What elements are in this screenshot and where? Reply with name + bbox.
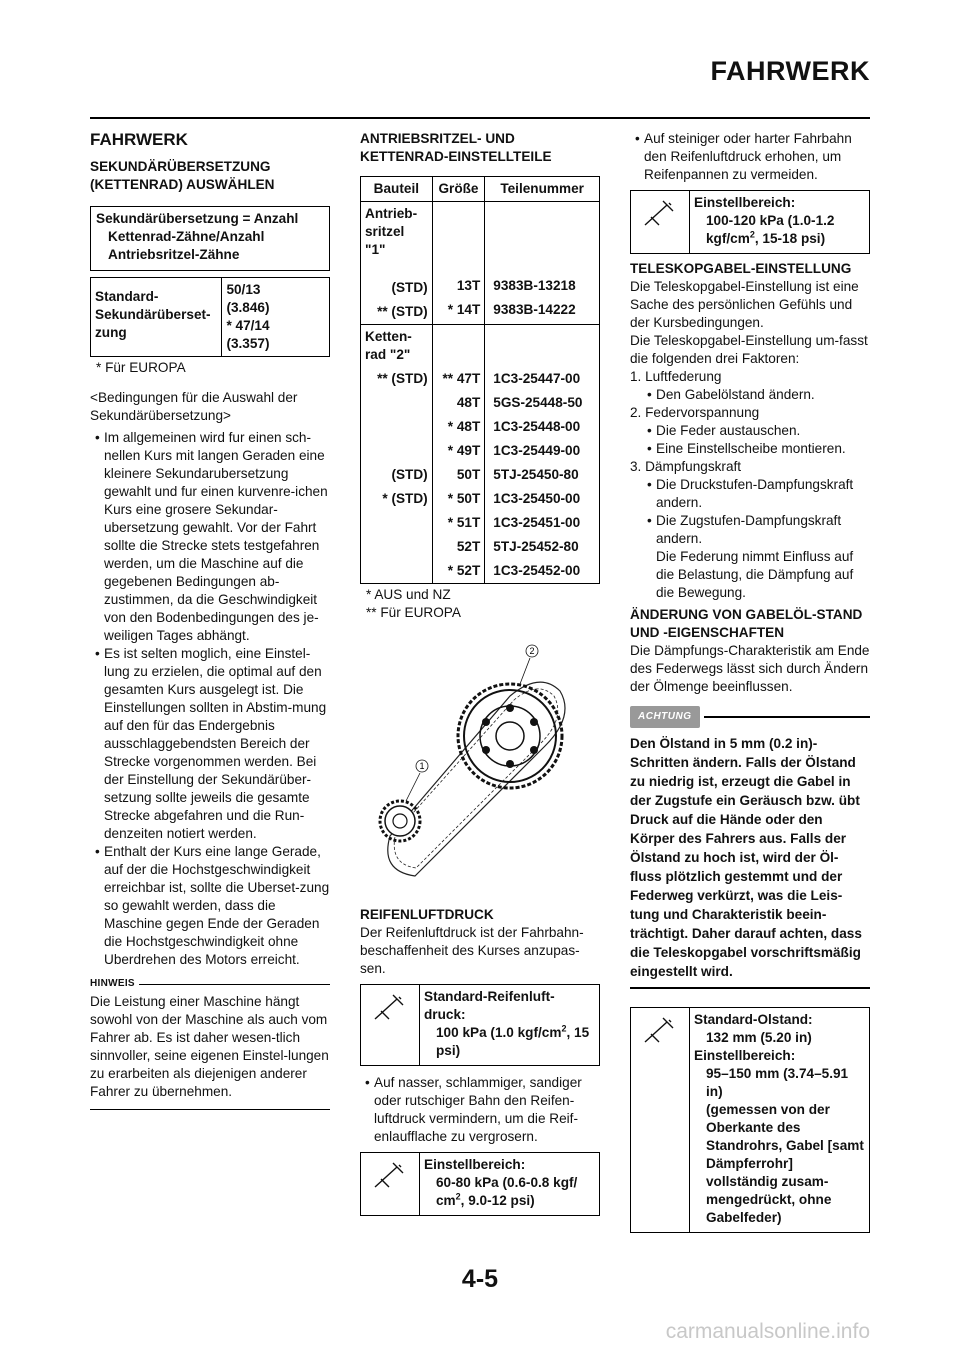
condition-bullet-2: • Es ist selten moglich, eine Einstel-lung zu erzielen, die optimal auf den gesamten Kurs ausgelegt ist. Die Einstellungen sollten in Abstim-mung auf den für das Endergebnis ausschlaggebendsten Bereich der Strecke vorgenommen werden. Bei der Einstellung der Sekundärüber-setzung sollte jeweils die gesamte Strecke abgefahren und die Run-denzeiten notiert werden. [90,645,330,843]
table-cell: ** 47T [442,371,481,386]
fork-item-2-sub-2: • Eine Einstellscheibe montieren. [646,440,870,458]
spec-label: Einstellbereich: [694,1048,796,1063]
callout-2-leader [520,658,530,684]
chainwheel-label: Ketten-rad "2" [365,329,412,362]
fork-item-3-list [630,476,870,548]
sprocket-chain-drawing [360,636,600,906]
column-1 [90,130,330,1110]
wet-bullet: • Auf nasser, schlammiger, sandiger oder rutschiger Bahn den Reifen-luftdruck vermindern, um die Reif-enlaufflache zu vergrosern. [360,1074,600,1146]
spec-value-main: 100-120 kPa (1.0-1.2 kgf/cm [706,213,835,246]
spec-text [420,1153,599,1215]
table-cell: ** (STD) [377,371,428,386]
hinweis-end-rule [90,1109,330,1110]
table-cell: 9383B-13218 [493,278,576,293]
table-cell: * 14T [447,302,481,317]
formula-box [90,206,330,271]
parts-table-header [361,177,600,202]
oil-title: ÄNDERUNG VON GABELÖL-STAND UND -EIGENSCHAFTEN [630,607,863,640]
chain-links [394,689,558,868]
std-value-2: (3.846) [226,300,270,315]
hinweis-heading [90,975,330,993]
spec-value-main: 100 kPa (1.0 kgf/cm [436,1025,562,1040]
std-value-3: * 47/14 [226,318,270,333]
conditions-intro: <Bedingungen für die Auswahl der Sekundärübersetzung> [90,390,298,423]
table-cell [361,202,433,325]
section-title: FAHRWERK [90,130,188,149]
hinweis-text: Die Leistung einer Maschine hängt sowohl von der Maschine als auch vom Fahrer ab. Es ist daher wesen-tlich sinnvoller, seine eigenen Einstel-lungen zu erarbeiten als diejenigen anderer Fahrer zu übernehmen. [90,994,329,1099]
formula-line3: Antriebsritzel-Zähne [108,247,240,262]
condition-bullet-3: • Enthalt der Kurs eine lange Gerade, auf der die Hochstgeschwindigkeit erreichbar ist, sollte die Uberset-zung so gewahlt werden, dass die Maschine gegen Ende der Geraden die Hochstgeschwindigkeit ohne Uberdrehen des Motors erreicht. [90,843,330,969]
table-cell: (STD) [391,467,428,482]
page-number: 4-5 [461,1265,499,1293]
wrench-icon [631,1008,690,1232]
table-cell: (STD) [391,280,428,295]
std-note: * Für EUROPA [96,360,186,375]
hard-list [630,130,870,184]
formula-line2: Kettenrad-Zähne/Anzahl [108,229,265,244]
table-cell [432,202,485,325]
table-cell: 1C3-25452-00 [493,563,581,578]
fork-item-3-sub-1: • Die Druckstufen-Dampfungskraft andern. [646,476,870,512]
std-ratio-value [222,278,330,357]
table-cell [485,202,600,325]
header-bauteil: Bauteil [361,177,433,202]
parts-table [360,176,600,584]
table-cell [365,418,428,436]
page-header-title: FAHRWERK [710,56,870,86]
sprocket-label: Antrieb-sritzel "1" [365,206,418,257]
table-cell: 48T [456,395,481,410]
table-cell: ** (STD) [377,304,428,319]
table-cell [365,538,428,556]
chainwheel-sprocket [458,684,562,788]
spec-value-sup: 2 [561,1023,567,1034]
spec-box-wet-range [360,1152,600,1216]
achtung-rule [704,716,871,718]
std-ratio-table [90,277,330,357]
spec-label: Einstellbereich: [694,195,796,210]
achtung-text: Den Ölstand in 5 mm (0.2 in)-Schritten ändern. Falls der Ölstand zu niedrig ist, erzeugt die Gabel in der Zugstufe ein Geräusch bzw. übt Druck auf die Hände oder den Körper des Fahrers aus. Falls der Ölstand zu hoch ist, wird der Öl-fluss plötzlich gestemmt und der Federweg verkürzt, was die Leis-tung und Charakteristik beein-trächtigt. Daher darauf achten, dass die Teleskopgabel vorschriftsmäßig eingestellt wird. [630,736,862,979]
spec-text [420,985,599,1065]
spec-value [424,1024,595,1060]
table-cell: 5TJ-25452-80 [493,539,579,554]
table-cell: 1C3-25449-00 [493,443,581,458]
column-3 [630,130,870,1233]
tire-title: REIFENLUFTDRUCK [360,907,494,922]
spec-value-end: , 15-18 psi) [754,231,826,246]
spec-box-std-pressure [360,984,600,1066]
spec-value: (gemessen von der Oberkante des Standrohrs, Gabel [samt Dämpferrohr] vollständig zusam-mengedrückt, ohne Gabelfeder) [706,1102,864,1225]
header-rule [90,117,870,119]
spec-value [424,1174,595,1210]
spec-text [690,191,869,253]
hinweis-rule [139,984,330,985]
achtung-heading [630,706,870,728]
tire-text: Der Reifenluftdruck ist der Fahrbahn-beschaffenheit des Kurses anzupas-sen. [360,925,584,976]
fork-item-3-sub-2: • Die Zugstufen-Dampfungskraft andern. [646,512,870,548]
table-cell: * (STD) [382,491,428,506]
condition-bullet-1: • Im allgemeinen wird fur einen sch-nellen Kurs mit langen Geraden eine kleinere Sekundarubersetzung gewahlt und fur einen kurvenre-ichen Kurs eine grosere Sekundar-ubersetzung gewahlt. Vor der Fahrt sollte die Strecke stets testgefahren werden, um die Maschine auf die gegebenen Bedingungen ab-zustimmen, da die Geschwindigkeit von den Bodenbedingungen des je-weiligen Tages abhängt. [90,429,330,645]
spec-label: Einstellbereich: [424,1157,526,1172]
parts-note-2: ** Für EUROPA [366,605,461,620]
spec-value-sup: 2 [455,1191,461,1202]
conditions-list [90,429,330,969]
spec-box-hard-range [630,190,870,254]
table-cell [365,394,428,412]
spec-value-sup: 2 [749,229,755,240]
table-cell: 1C3-25450-00 [493,491,581,506]
table-cell [365,442,428,460]
callout-2-label: 2 [529,646,535,656]
fork-item-1-list [630,386,870,404]
table-cell: 52T [456,539,481,554]
std-value-1: 50/13 [226,282,261,297]
header-groesse: Größe [432,177,485,202]
spec-text [690,1008,869,1232]
wrench-icon [361,1153,420,1215]
subsection-title: SEKUNDÄRÜBERSETZUNG (KETTENRAD) AUSWÄHLEN [90,159,275,192]
table-cell [365,514,428,532]
spec-value [694,212,865,248]
table-cell: 5GS-25448-50 [493,395,583,410]
table-cell [365,562,428,580]
sprocket-section [361,202,600,325]
wet-list [360,1074,600,1146]
column-2 [360,130,600,1216]
table-cell [432,325,485,584]
hard-bullet: • Auf steiniger oder harter Fahrbahn den Reifenluftdruck erhohen, um Reifenpannen zu vermeiden. [630,130,870,184]
achtung-badge: ACHTUNG [630,706,700,728]
spec-box-oil-level [630,1007,870,1233]
fork-p1: Die Teleskopgabel-Einstellung ist eine Sache des persönlichen Gefühls und der Kursbedingungen. [630,279,859,330]
oil-text: Die Dämpfungs-Charakteristik am Ende des Federwegs lässt sich durch Ändern der Ölmenge beeinflussen. [630,643,870,694]
table-cell: 1C3-25448-00 [493,419,581,434]
fork-title: TELESKOPGABEL-EINSTELLUNG [630,261,852,276]
table-cell: * 51T [447,515,481,530]
sprocket-chain-illustration [360,636,600,906]
wrench-icon [361,985,420,1065]
fork-item-1-sub-1: • Den Gabelölstand ändern. [646,386,870,404]
fork-item-3: 3. Dämpfungskraft [630,459,742,474]
fork-item-2-list [630,422,870,458]
table-cell: 1C3-25447-00 [493,371,581,386]
achtung-end-rule [630,987,870,989]
table-cell: * 49T [447,443,481,458]
std-value-4: (3.357) [226,336,270,351]
callout-1-label: 1 [419,761,425,771]
parts-note-1: * AUS und NZ [366,587,451,602]
table-cell: * 48T [447,419,481,434]
wrench-icon [631,191,690,253]
table-cell: 9383B-14222 [493,302,576,317]
table-cell: 50T [456,467,481,482]
table-cell [485,325,600,584]
spec-value-main: 60-80 kPa (0.6-0.8 kgf/ cm [436,1175,578,1208]
callout-1-leader [406,773,420,801]
drive-sprocket [380,801,420,841]
chainwheel-section [361,325,600,584]
fork-item-1: 1. Luftfederung [630,369,722,384]
fork-item-3-note: Die Federung nimmt Einfluss auf die Belastung, die Dämpfung auf die Bewegung. [656,549,854,600]
header-teilenummer: Teilenummer [485,177,600,202]
spec-label: Standard-Olstand: [694,1012,813,1027]
fork-p2: Die Teleskopgabel-Einstellung um-fasst die folgenden drei Faktoren: [630,333,868,366]
spec-value-end: , 9.0-12 psi) [460,1193,535,1208]
spec-value: 132 mm (5.20 in) [706,1030,812,1045]
hinweis-label: HINWEIS [90,978,135,989]
spec-value-end: , 15 psi) [436,1025,590,1058]
fork-item-2: 2. Federvorspannung [630,405,760,420]
table-cell: 5TJ-25450-80 [493,467,579,482]
spec-label: Standard-Reifenluft-druck: [424,989,555,1022]
parts-title: ANTRIEBSRITZEL- UND KETTENRAD-EINSTELLTEILE [360,131,552,164]
spec-value: 95–150 mm (3.74–5.91 in) [706,1066,849,1099]
watermark: carmanualsonline.info [665,1320,870,1343]
table-cell: * 52T [447,563,481,578]
table-cell: * 50T [447,491,481,506]
table-cell: 13T [456,278,481,293]
fork-item-2-sub-1: • Die Feder austauschen. [646,422,870,440]
formula-line1: Sekundärübersetzung = Anzahl [96,211,299,226]
table-cell [361,325,433,584]
table-cell: 1C3-25451-00 [493,515,581,530]
std-ratio-label: Standard-Sekundärüberset-zung [91,278,222,357]
